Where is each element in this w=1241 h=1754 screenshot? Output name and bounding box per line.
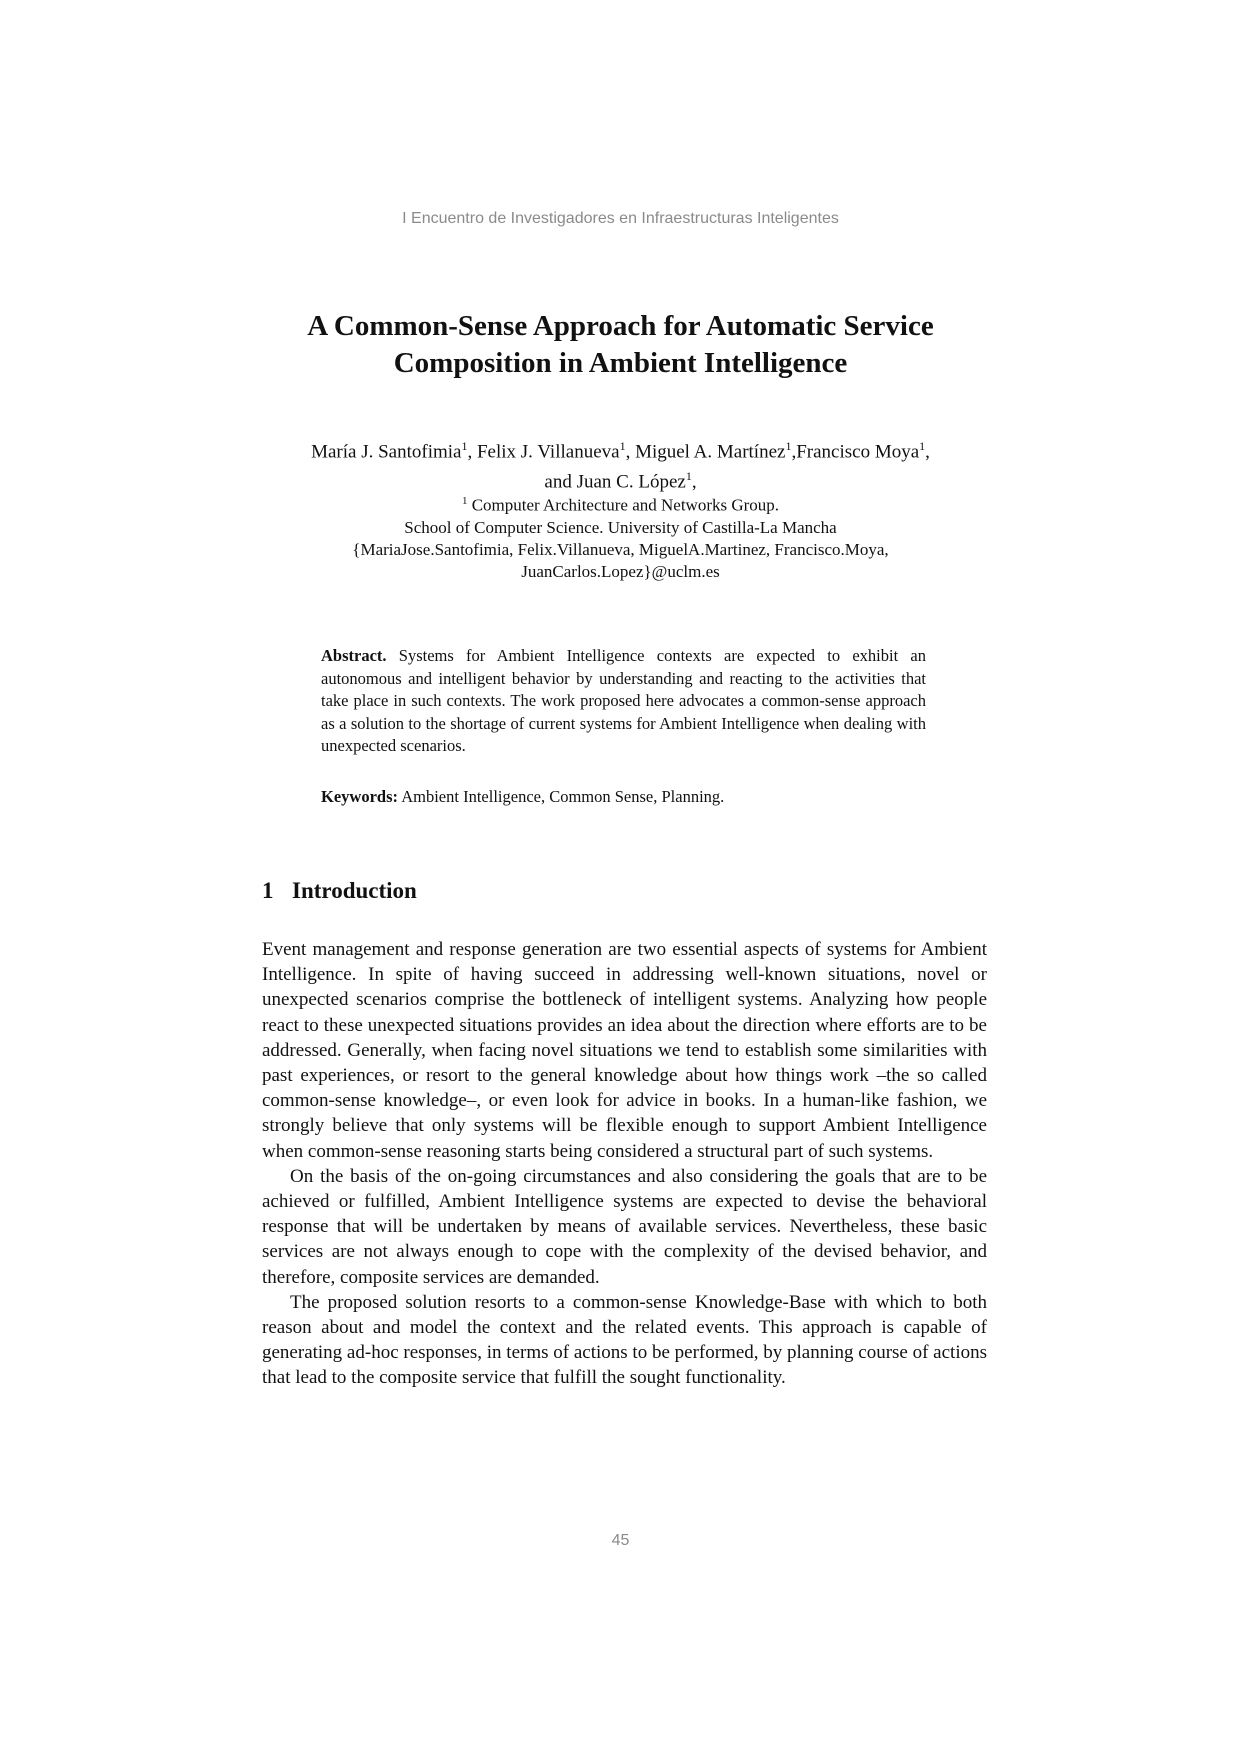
author-separator: , bbox=[625, 441, 636, 463]
paragraph: The proposed solution resorts to a common-sense Knowledge-Base with which to both reason about and model the context and the related events. This approach is capable of generating ad-hoc responses, in terms of actions to be performed, by planning course of actions that lead to the composite service that fulfill the sought functionality. bbox=[262, 1291, 987, 1389]
abstract bbox=[321, 645, 926, 758]
affiliation-block bbox=[0, 490, 1241, 583]
paper-title bbox=[0, 308, 1241, 382]
paragraph: On the basis of the on-going circumstances and also considering the goals that are to be achieved or fulfilled, Ambient Intelligence systems are expected to devise the behavioral response that will be undertaken by means of available services. Nevertheless, these basic services are not always enough to cope with the complexity of the devised behavior, and therefore, composite services are demanded. bbox=[262, 1165, 987, 1288]
author-affil-mark: 1 bbox=[619, 439, 626, 453]
affiliation-emails-cont: JuanCarlos.Lopez}@uclm.es bbox=[521, 561, 720, 581]
running-head: I Encuentro de Investigadores en Infraestructuras Inteligentes bbox=[402, 210, 839, 227]
section-body bbox=[262, 937, 987, 1391]
section-number: 1 bbox=[262, 878, 274, 903]
author-affil-mark: 1 bbox=[461, 439, 468, 453]
page-number: 45 bbox=[611, 1532, 630, 1549]
title-line-1: A Common-Sense Approach for Automatic Service bbox=[307, 310, 934, 342]
affiliation-school: School of Computer Science. University of Castilla-La Mancha bbox=[404, 517, 837, 537]
author-affil-mark: 1 bbox=[785, 439, 792, 453]
author-name: Francisco Moya bbox=[796, 441, 920, 463]
affiliation-emails: {MariaJose.Santofimia, Felix.Villanueva, MiguelA.Martinez, Francisco.Moya, bbox=[352, 539, 889, 559]
author-separator: , bbox=[691, 471, 697, 493]
author-name: and Juan C. López bbox=[544, 471, 686, 493]
author-separator: , bbox=[791, 441, 797, 463]
author-separator: , bbox=[467, 441, 477, 463]
section-title: Introduction bbox=[292, 878, 417, 903]
paragraph: Event management and response generation are two essential aspects of systems for Ambient Intelligence. In spite of having succeed in addressing well-known situations, novel or unexpected scenarios comprise the bottleneck of intelligent systems. Analyzing how people react to these unexpected situations provides an idea about the direction where efforts are to be addressed. Generally, when facing novel situations we tend to establish some similarities with past experiences, or resort to the general knowledge about how things work –the so called common-sense knowledge–, or even look for advice in books. In a human-like fashion, we strongly believe that only systems will be flexible enough to support Ambient Intelligence when common-sense reasoning starts being considered a structural part of such systems. bbox=[262, 939, 987, 1162]
author-name: María J. Santofimia bbox=[311, 441, 462, 463]
keywords-label: Keywords: bbox=[321, 787, 398, 806]
author-name: Felix J. Villanueva bbox=[476, 441, 620, 463]
section-heading bbox=[262, 878, 417, 904]
keywords-text: Ambient Intelligence, Common Sense, Planning. bbox=[401, 787, 725, 806]
keywords bbox=[321, 786, 926, 808]
title-line-2: Composition in Ambient Intelligence bbox=[393, 347, 848, 379]
affiliation-group: Computer Architecture and Networks Group. bbox=[471, 495, 780, 515]
affiliation-marker: 1 bbox=[461, 495, 468, 507]
abstract-text: Systems for Ambient Intelligence contexts are expected to exhibit an autonomous and intelligent behavior by understanding and reacting to the activities that take place in such contexts. The work proposed here advocates a common-sense approach as a solution to the shortage of current systems for Ambient Intelligence when dealing with unexpected scenarios. bbox=[321, 646, 927, 755]
author-list bbox=[0, 434, 1241, 495]
author-separator: , bbox=[925, 441, 930, 463]
author-name: Miguel A. Martínez bbox=[635, 441, 786, 463]
abstract-label: Abstract. bbox=[321, 646, 387, 665]
author-affil-mark: 1 bbox=[685, 469, 692, 484]
author-affil-mark: 1 bbox=[919, 439, 926, 453]
